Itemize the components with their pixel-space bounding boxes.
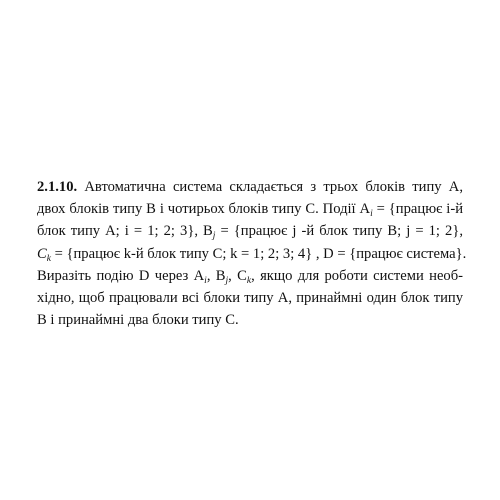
line-7-text: B і принаймні два блоки типу C. [37,312,239,329]
subscript-k-2: k [246,275,252,286]
problem-line-1 [37,176,463,198]
problem-line-6 [37,287,463,309]
line-5-tail-2: , C [228,267,247,284]
line-4-text: C [37,245,47,262]
subscript-i-2: i [204,275,207,286]
subscript-j-2: j [225,275,229,286]
problem-line-4 [37,243,467,265]
line-3-text: блок типу A; i = 1; 2; 3}, B [37,223,213,240]
subscript-k: k [46,253,51,264]
line-5-text: Виразіть подію D через A [37,267,205,284]
line-6-text: хідно, щоб працювали всі блоки типу A, принаймні один блок типу [37,290,463,307]
problem-line-2 [37,198,463,220]
problem-text [37,176,467,331]
line-3-tail: = {працює j -й блок типу B; j = 1; 2}, [215,223,463,240]
subscript-j: j [212,231,216,242]
problem-line-3 [37,220,463,242]
line-1-text: Автоматична система складається з трьох блоків типу A, [77,179,463,195]
line-4-tail: = {працює k-й блок типу C; k = 1; 2; 3; 4} , D = {працює система}. [50,245,467,262]
line-2-tail: = {працює i-й [372,201,463,218]
line-5-tail: , B [206,267,226,284]
problem-line-5 [37,265,463,287]
problem-number: 2.1.10. [37,179,78,195]
line-5-tail-3: , якщо для роботи системи необ- [251,267,464,284]
problem-line-7 [37,309,463,331]
subscript-i: i [370,209,373,220]
line-2-text: двох блоків типу B і чотирьох блоків типу C. Події A [37,201,371,218]
